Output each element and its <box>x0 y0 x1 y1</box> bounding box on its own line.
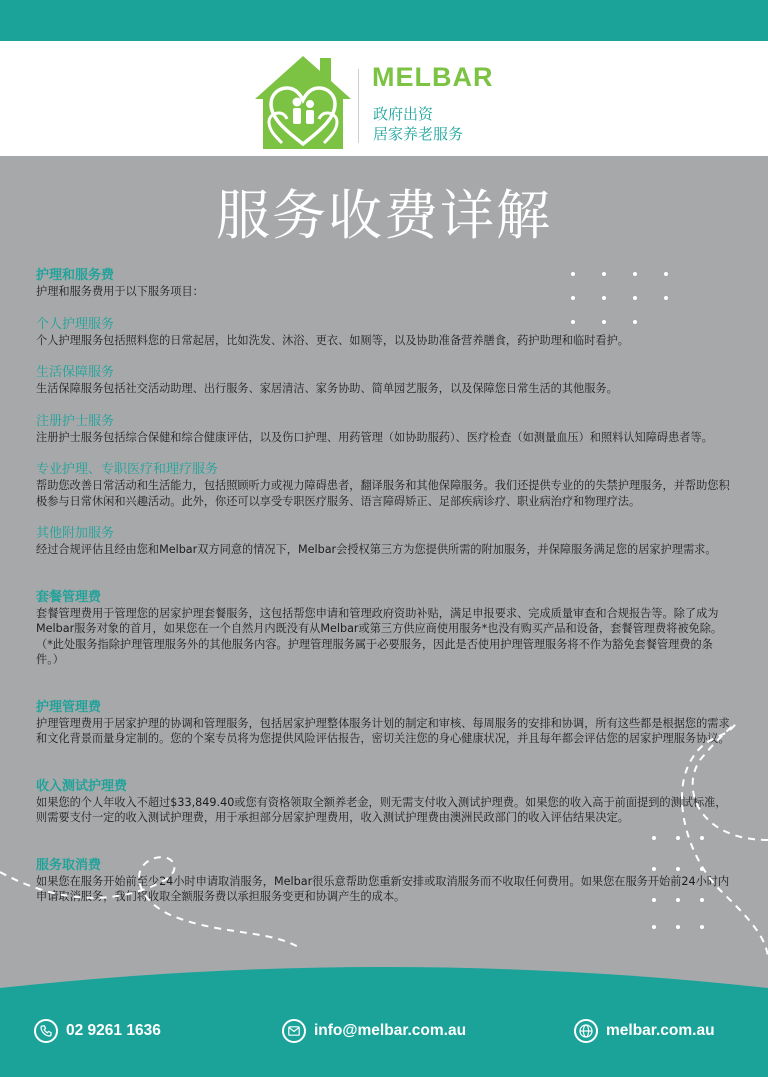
subsection-body: 个人护理服务包括照料您的日常起居，比如洗发、沐浴、更衣、如厕等，以及协助准备营养膳食，药护助理和临时看护。 <box>36 333 629 347</box>
website-url: melbar.com.au <box>606 1022 715 1039</box>
house-heart-logo <box>253 52 353 152</box>
section-heading: 护理和服务费 <box>36 268 115 283</box>
footer-email[interactable] <box>282 1017 466 1045</box>
section-body: 套餐管理费用于管理您的居家护理套餐服务，这包括帮您申请和管理政府资助补贴，满足申报要求、完成质量审查和合规报告等。除了成为Melbar服务对象的首月，如果您在一个自然月内既没有从Melbar或第三方供应商使用服务*也没有购买产品和设备，套餐管理费将被免除。（*此处服务指除护理管理服务外的其他服务内容。护理管理服务属于必要服务，因此是否使用护理管理服务将不作为豁免套餐管理费的条件。） <box>36 606 723 666</box>
header <box>0 41 768 156</box>
section-heading: 护理管理费 <box>36 699 102 715</box>
email-address: info@melbar.com.au <box>314 1022 467 1039</box>
content <box>36 268 732 905</box>
package-management-section <box>36 590 732 668</box>
brand-tagline-2: 居家养老服务 <box>373 125 464 143</box>
section-intro: 护理和服务费用于以下服务项目： <box>36 285 204 298</box>
section-body: 护理管理费用于居家护理的协调和管理服务，包括居家护理整体服务计划的制定和审核、每周服务的安排和协调，所有这些都是根据您的需求和文化背景而量身定制的。您的个案专员将为您提供风险评估报告，密切关注您的身心健康状况，并且每年都会评估您的居家护理服务协议。 <box>36 716 730 745</box>
section-body: 如果您在服务开始前至少24小时申请取消服务，Melbar很乐意帮助您重新安排或取消服务而不收取任何费用。如果您在服务开始前24小时内申请取消服务，我们将收取全额服务费以承担服务变更和协调产生的成本。 <box>36 874 730 903</box>
globe-icon <box>574 1019 598 1043</box>
section-body: 如果您的个人年收入不超过$33,849.40或您有资格领取全额养老金，则无需支付收入测试护理费。如果您的收入高于前面提到的测试标准，则需要支付一定的收入测试护理费，用于承担部分居家护理费用，收入测试护理费由澳洲民政部门的收入评估结果决定。 <box>36 795 727 824</box>
income-tested-fee-section <box>36 779 732 826</box>
care-management-section <box>36 700 732 747</box>
section-heading: 服务取消费 <box>36 857 102 873</box>
care-fees-section <box>36 268 732 558</box>
subsection-body: 帮助您改善日常活动和生活能力，包括照顾听力或视力障碍患者，翻译服务和其他保障服务。我们还提供专业的的失禁护理服务，并帮助您积极参与日常休闲和兴趣活动。此外，你还可以享受专职医疗服务、语言障碍矫正、足部疾病诊疗、职业病治疗和物理疗法。 <box>36 479 730 508</box>
subsection-body: 注册护士服务包括综合保健和综合健康评估，以及伤口护理、用药管理（如协助服药）、医疗检查（如测量血压）和照料认知障碍患者等。 <box>36 430 713 444</box>
section-heading: 收入测试护理费 <box>36 778 128 794</box>
page-title: 服务收费详解 <box>216 184 552 247</box>
brand-tagline-1: 政府出资 <box>373 105 434 123</box>
top-accent-bar <box>0 0 768 41</box>
subsection-heading: 注册护士服务 <box>36 413 115 429</box>
subsection-heading: 专业护理、专职医疗和理疗服务 <box>36 462 219 477</box>
subsection-heading: 个人护理服务 <box>36 316 115 332</box>
email-icon <box>282 1019 306 1043</box>
subsection-body: 经过合规评估且经由您和Melbar双方同意的情况下，Melbar会授权第三方为您提供所需的附加服务，并保障服务满足您的居家护理需求。 <box>36 543 717 556</box>
phone-number: 02 9261 1636 <box>66 1022 161 1039</box>
subsection-heading: 其他附加服务 <box>36 526 115 541</box>
subsection-body: 生活保障服务包括社交活动助理、出行服务、家居清洁、家务协助、简单园艺服务，以及保障您日常生活的其他服务。 <box>36 382 618 395</box>
logo-divider <box>358 69 359 143</box>
footer-website[interactable] <box>574 1017 715 1045</box>
subsection-heading: 生活保障服务 <box>36 365 115 380</box>
phone-icon <box>34 1019 58 1043</box>
footer-phone[interactable] <box>34 1017 161 1045</box>
cancellation-fee-section <box>36 858 732 905</box>
section-heading: 套餐管理费 <box>36 589 102 605</box>
brand-name: MELBAR <box>372 62 494 92</box>
